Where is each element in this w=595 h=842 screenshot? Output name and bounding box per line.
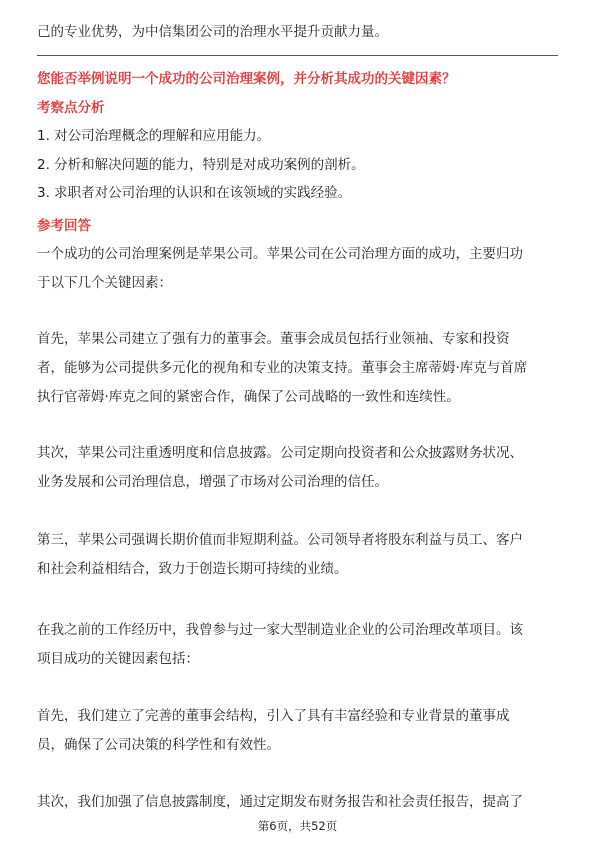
answer-line: 在我之前的工作经历中，我曾参与过一家大型制造业企业的公司治理改革项目。该 <box>37 622 523 638</box>
answer-line: 于以下几个关键因素： <box>37 275 172 291</box>
answer-line: 首先，苹果公司建立了强有力的董事会。董事会成员包括行业领袖、专家和投资 <box>37 331 510 347</box>
answer-line: 和社会利益相结合，致力于创造长期可持续的业绩。 <box>37 561 348 577</box>
answer-line: 其次，我们加强了信息披露制度，通过定期发布财务报告和社会责任报告，提高了 <box>37 794 523 810</box>
answer-line: 项目成功的关键因素包括： <box>37 651 199 667</box>
answer-line: 第三，苹果公司强调长期价值而非短期利益。公司领导者将股东利益与员工、客户 <box>37 532 523 548</box>
answer-line: 员，确保了公司决策的科学性和有效性。 <box>37 737 280 753</box>
answer-line: 一个成功的公司治理案例是苹果公司。苹果公司在公司治理方面的成功，主要归功 <box>37 246 523 262</box>
analysis-item: 3. 求职者对公司治理的认识和在该领域的实践经验。 <box>37 185 352 201</box>
question-heading: 您能否举例说明一个成功的公司治理案例，并分析其成功的关键因素？ <box>37 71 456 87</box>
page-footer: 第6页，共52页 <box>257 819 338 833</box>
section-divider <box>37 55 558 56</box>
answer-line: 者，能够为公司提供多元化的视角和专业的决策支持。董事会主席蒂姆·库克与首席 <box>37 360 528 376</box>
answer-line: 业务发展和公司治理信息，增强了市场对公司治理的信任。 <box>37 474 388 490</box>
analysis-item: 1. 对公司治理概念的理解和应用能力。 <box>37 128 271 144</box>
answer-line: 执行官蒂姆·库克之间的紧密合作，确保了公司战略的一致性和连续性。 <box>37 389 460 405</box>
analysis-item: 2. 分析和解决问题的能力，特别是对成功案例的剖析。 <box>37 157 365 173</box>
intro-tail-text: 己的专业优势，为中信集团公司的治理水平提升贡献力量。 <box>37 24 388 40</box>
analysis-title: 考察点分析 <box>37 100 105 116</box>
answer-line: 其次，苹果公司注重透明度和信息披露。公司定期向投资者和公众披露财务状况、 <box>37 445 523 461</box>
answer-title: 参考回答 <box>37 218 91 234</box>
answer-line: 首先，我们建立了完善的董事会结构，引入了具有丰富经验和专业背景的董事成 <box>37 708 510 724</box>
